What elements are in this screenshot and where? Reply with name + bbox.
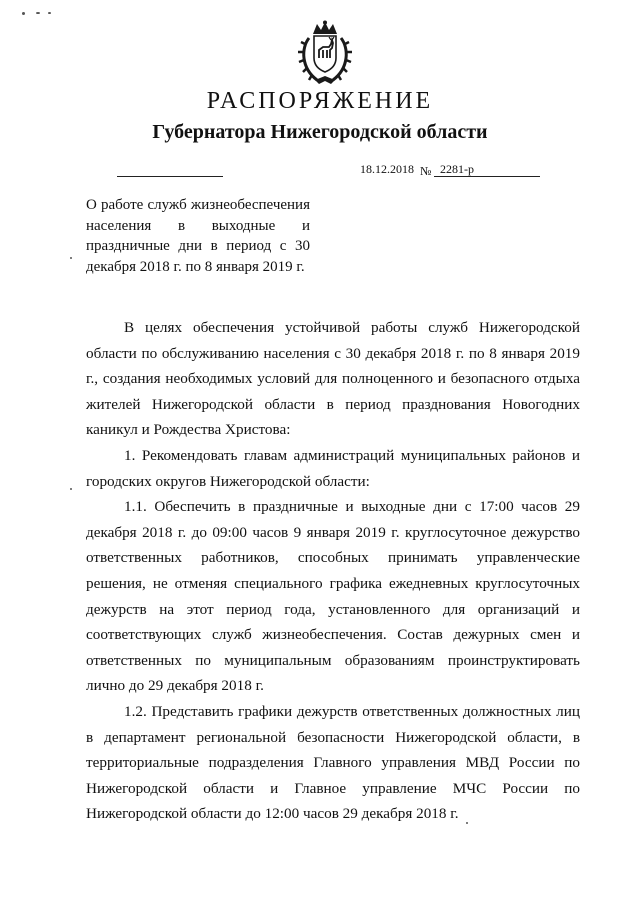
scan-speck bbox=[70, 257, 72, 259]
scan-speck bbox=[48, 12, 51, 14]
coat-of-arms-icon bbox=[295, 20, 355, 86]
paragraph-1-2: 1.2. Представить графики дежурств ответственных должностных лиц в департамент региональной безопасности Нижегородской области, в территориальные подразделения Главного управления МВД России по Нижегородской области и Главное управление МЧС России по Нижегородской области до 12:00 часов 29 декабря 2018 г. bbox=[86, 702, 580, 823]
scan-speck bbox=[466, 822, 468, 824]
document-number: 2281-р bbox=[440, 162, 474, 176]
scan-speck bbox=[70, 488, 72, 490]
paragraph-1: 1. Рекомендовать главам администраций муниципальных районов и городских округов Нижегородской области: bbox=[86, 446, 580, 490]
scan-speck bbox=[22, 12, 25, 15]
signature-line bbox=[117, 176, 223, 177]
paragraph-preamble: В целях обеспечения устойчивой работы служб Нижегородской области по обслуживанию населения с 30 декабря 2018 г. по 8 января 2019 г., создания необходимых условий для полноценного и безопасного отдыха жителей Нижегородской области в период празднования Новогодних каникул и Рождества Христова: bbox=[86, 319, 580, 439]
document-body bbox=[86, 315, 580, 827]
document-issuer: Губернатора Нижегородской области bbox=[152, 121, 488, 143]
number-label: № bbox=[420, 164, 432, 178]
document-subject: О работе служб жизнеобеспечения населения в выходные и праздничные дни в период с 30 декабря 2018 г. по 8 января 2019 г. bbox=[86, 197, 310, 275]
number-underline bbox=[434, 176, 540, 177]
scan-speck bbox=[36, 12, 40, 14]
document-type-title: РАСПОРЯЖЕНИЕ bbox=[206, 88, 434, 114]
paragraph-1-1: 1.1. Обеспечить в праздничные и выходные дни с 17:00 часов 29 декабря 2018 г. до 09:00 часов 9 января 2019 г. круглосуточное дежурство ответственных работников, способных принимать управленческие решения, не отменяя специального графика ежедневных круглосуточных дежурств на этот период года, установленного для организаций и соответствующих служб жизнеобеспечения. Состав дежурных смен и ответственных по муниципальным образованиям проинструктировать лично до 29 декабря 2018 г. bbox=[86, 498, 580, 695]
document-date: 18.12.2018 bbox=[360, 162, 414, 176]
